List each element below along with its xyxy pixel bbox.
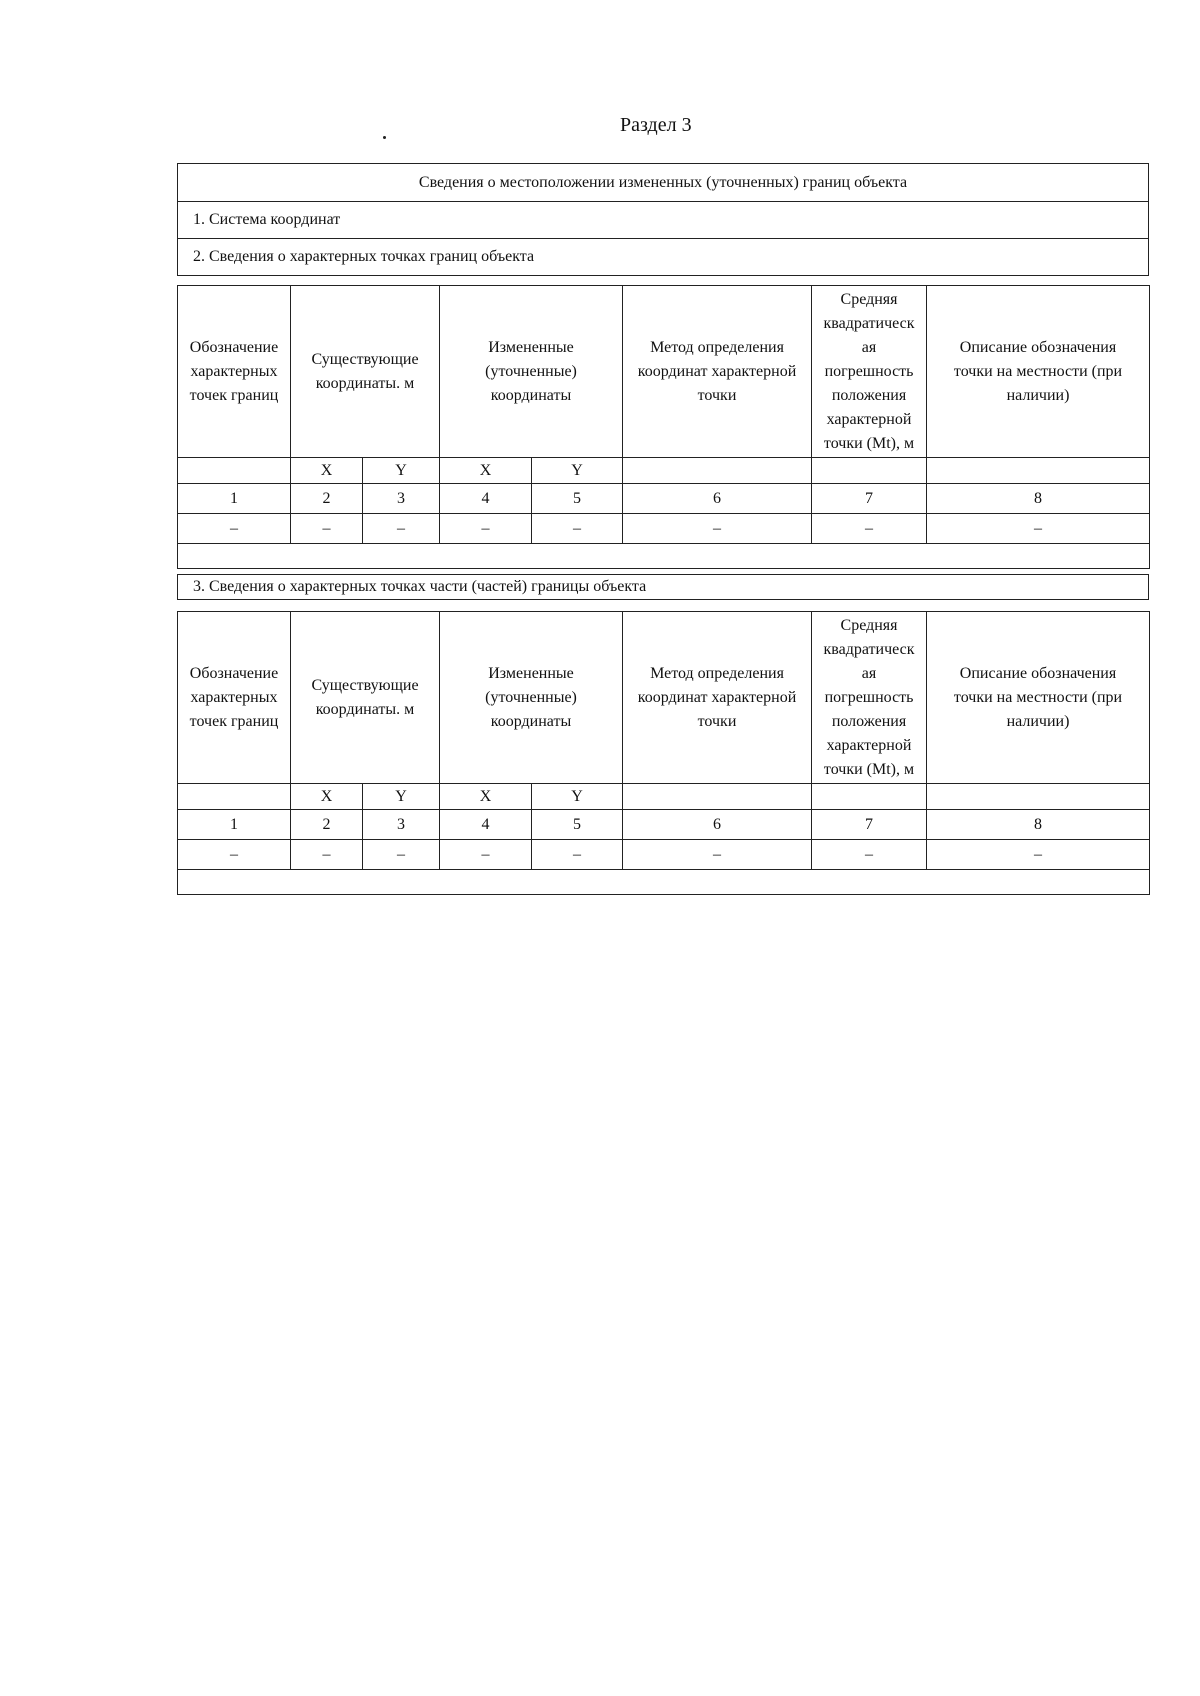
xy-empty [812,458,927,484]
dash-cell: – [291,840,363,870]
header-method: Метод определения координат характерной точки [623,286,812,458]
column-number: 6 [623,484,812,514]
column-number-row [178,484,1150,514]
empty-cell [178,544,1150,569]
column-number: 1 [178,484,291,514]
part-points-table [177,611,1150,895]
existing-x: X [291,784,363,810]
header-row [178,612,1150,784]
column-number: 6 [623,810,812,840]
header-mean-error: Средняя квадратическ ая погрешность положения характерной точки (Mt), м [812,612,927,784]
header-changed-coords: Измененные (уточненные) координаты [440,612,623,784]
boundary-points-table [177,285,1150,569]
empty-cell [178,870,1150,895]
column-number: 7 [812,484,927,514]
data-row [178,514,1150,544]
header-row [178,286,1150,458]
xy-empty [927,784,1150,810]
changed-y: Y [532,784,623,810]
object-boundaries-box [177,163,1149,276]
header-changed-coords: Измененные (уточненные) координаты [440,286,623,458]
dash-cell: – [623,840,812,870]
column-number: 5 [532,484,623,514]
changed-x: X [440,458,532,484]
xy-empty [623,784,812,810]
existing-y: Y [363,784,440,810]
dash-cell: – [363,514,440,544]
xy-empty [927,458,1150,484]
column-number: 1 [178,810,291,840]
boundary-points-heading: 2. Сведения о характерных точках границ объекта [178,238,1148,275]
xy-row [178,458,1150,484]
dash-cell: – [623,514,812,544]
column-number-row [178,810,1150,840]
header-mean-error: Средняя квадратическ ая погрешность положения характерной точки (Mt), м [812,286,927,458]
coordinate-system-row: 1. Система координат [178,201,1148,238]
existing-y: Y [363,458,440,484]
section-title: Раздел 3 [620,114,692,136]
dash-cell: – [532,514,623,544]
header-point-designation: Обозначение характерных точек границ [178,612,291,784]
header-description: Описание обозначения точки на местности (при наличии) [927,612,1150,784]
changed-y: Y [532,458,623,484]
xy-empty [178,784,291,810]
changed-x: X [440,784,532,810]
column-number: 8 [927,484,1150,514]
dash-cell: – [363,840,440,870]
dash-cell: – [927,840,1150,870]
xy-empty [812,784,927,810]
dash-cell: – [291,514,363,544]
data-row [178,840,1150,870]
column-number: 2 [291,810,363,840]
column-number: 4 [440,810,532,840]
dash-cell: – [812,514,927,544]
header-method: Метод определения координат характерной точки [623,612,812,784]
column-number: 8 [927,810,1150,840]
part-points-heading: 3. Сведения о характерных точках части (частей) границы объекта [177,574,1149,600]
empty-row [178,870,1150,895]
dash-cell: – [812,840,927,870]
dash-cell: – [532,840,623,870]
column-number: 5 [532,810,623,840]
dash-cell: – [440,840,532,870]
dash-cell: – [178,840,291,870]
column-number: 3 [363,810,440,840]
existing-x: X [291,458,363,484]
header-existing-coords: Существующие координаты. м [291,286,440,458]
xy-empty [178,458,291,484]
main-title: Сведения о местоположении измененных (уточненных) границ объекта [418,173,908,191]
header-point-designation: Обозначение характерных точек границ [178,286,291,458]
xy-row [178,784,1150,810]
empty-row [178,544,1150,569]
xy-empty [623,458,812,484]
dash-cell: – [440,514,532,544]
stray-dot [383,136,386,139]
column-number: 7 [812,810,927,840]
column-number: 3 [363,484,440,514]
column-number: 2 [291,484,363,514]
header-description: Описание обозначения точки на местности (при наличии) [927,286,1150,458]
header-existing-coords: Существующие координаты. м [291,612,440,784]
dash-cell: – [178,514,291,544]
column-number: 4 [440,484,532,514]
dash-cell: – [927,514,1150,544]
